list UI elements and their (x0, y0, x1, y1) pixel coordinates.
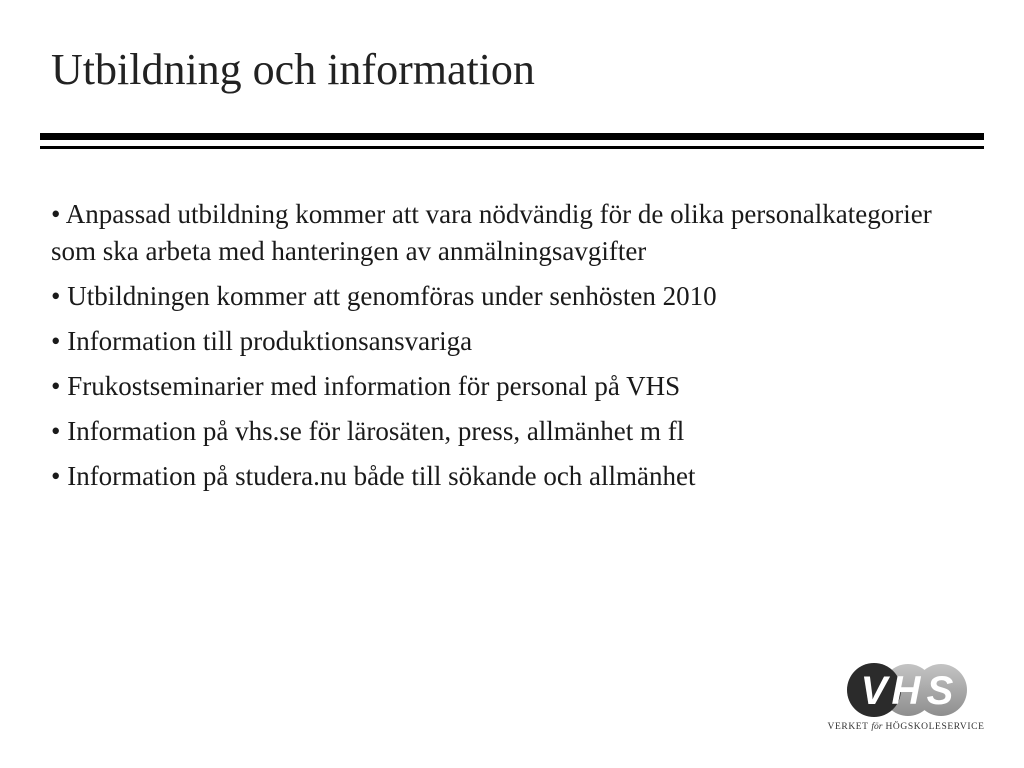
logo-caption-for: för (871, 722, 883, 732)
bullet-text: Information på studera.nu både till sökande och allmänhet (67, 461, 696, 491)
bullet-text: Information till produktionsansvariga (67, 326, 473, 356)
bullet-item (51, 323, 951, 360)
bullet-marker: • (51, 416, 61, 446)
bullet-text: Information på vhs.se för lärosäten, press, allmänhet m fl (67, 416, 685, 446)
logo-caption (826, 722, 986, 732)
bullet-item (51, 196, 951, 270)
bullet-item (51, 413, 951, 450)
bullet-marker: • (51, 371, 61, 401)
logo-letter-v: V (860, 669, 888, 713)
bullet-marker: • (51, 461, 61, 491)
logo-caption-verket: VERKET (827, 722, 872, 732)
vhs-logo-mark (846, 662, 968, 718)
bullet-item (51, 368, 951, 405)
slide-title: Utbildning och information (51, 45, 535, 94)
bullet-text: Utbildningen kommer att genomföras under senhösten 2010 (67, 281, 717, 311)
bullet-text: Anpassad utbildning kommer att vara nödvändig för de olika personalkategorier som ska arbeta med hanteringen av anmälningsavgifter (51, 199, 932, 266)
bullet-marker: • (51, 281, 61, 311)
title-divider-thin (40, 146, 984, 149)
bullet-list (51, 196, 951, 503)
bullet-item (51, 278, 951, 315)
title-divider-thick (40, 133, 984, 140)
bullet-marker: • (51, 326, 61, 356)
bullet-marker: • (51, 199, 61, 229)
logo-letter-s: S (926, 669, 954, 713)
bullet-text: Frukostseminarier med information för personal på VHS (67, 371, 681, 401)
logo-caption-hogskoleservice: HÖGSKOLESERVICE (882, 722, 985, 732)
logo-letter-h: H (891, 669, 921, 713)
bullet-item (51, 458, 951, 495)
vhs-logo (826, 662, 986, 738)
